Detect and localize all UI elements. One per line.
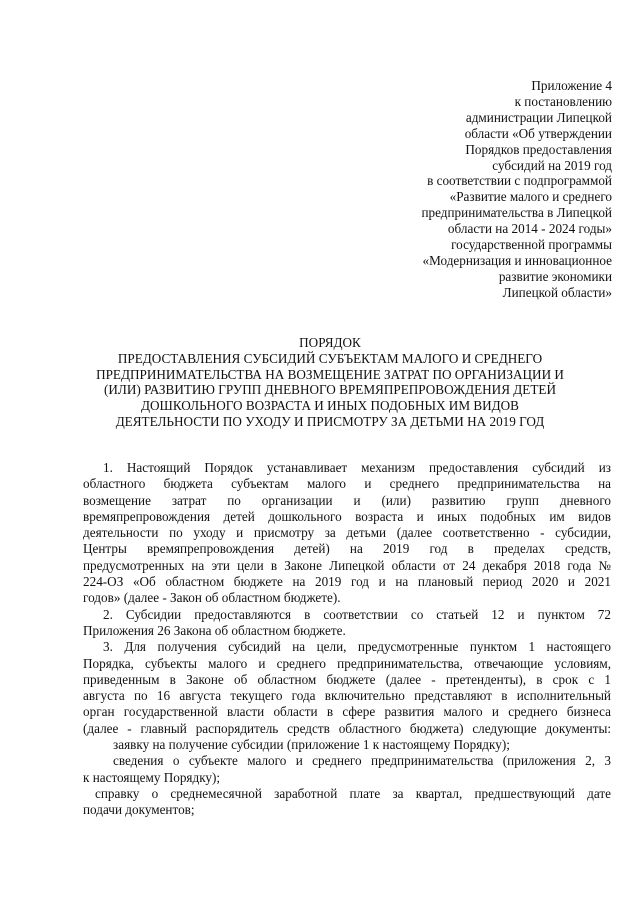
appendix-line: области на 2014 - 2024 годы» — [447, 221, 612, 237]
document-title — [60, 335, 600, 430]
appendix-line: администрации Липецкой — [465, 109, 612, 125]
title-line: ДЕЯТЕЛЬНОСТИ ПО УХОДУ И ПРИСМОТРУ ЗА ДЕТЬМИ НА 2019 ГОД — [115, 413, 545, 429]
title-line: ПРЕДПРИНИМАТЕЛЬСТВА НА ВОЗМЕЩЕНИЕ ЗАТРАТ ПО ОРГАНИЗАЦИИ И — [96, 366, 564, 382]
appendix-line: «Развитие малого и среднего — [449, 189, 612, 205]
appendix-line: государственной программы — [451, 237, 612, 253]
title-line: ПРЕДОСТАВЛЕНИЯ СУБСИДИЙ СУБЪЕКТАМ МАЛОГО И СРЕДНЕГО — [117, 350, 543, 366]
paragraph-3-line: орган государственной власти области в сфере развития малого и среднего бизнеса — [83, 704, 611, 720]
paragraph-3-line: 3. Для получения субсидий на цели, предусмотренные пунктом 1 настоящего — [103, 639, 611, 655]
appendix-line: «Модернизация и инновационное — [422, 252, 612, 268]
appendix-header — [362, 78, 612, 301]
paragraph-1-line: возмещение затрат по организации и (или) развитию групп дневного — [83, 492, 611, 508]
appendix-line: области «Об утверждении — [464, 125, 612, 141]
document-body — [83, 460, 611, 819]
appendix-line: развитие экономики — [498, 268, 612, 284]
paragraph-1-line: времяпрепровождения детей дошкольного возраста и иных подобных им видов — [83, 508, 611, 524]
document-list-item: справку о среднемесячной заработной плате за квартал, предшествующий дате — [95, 785, 611, 801]
document-list-item: сведения о субъекте малого и среднего предпринимательства (приложения 2, 3 — [113, 753, 611, 769]
title-line: (ИЛИ) РАЗВИТИЮ ГРУПП ДНЕВНОГО ВРЕМЯПРЕПРОВОЖДЕНИЯ ДЕТЕЙ — [104, 382, 556, 398]
document-list-item: заявку на получение субсидии (приложение 1 к настоящему Порядку); — [113, 737, 510, 753]
paragraph-1-line: годов» (далее - Закон об областном бюджете). — [83, 590, 341, 606]
title-line: ДОШКОЛЬНОГО ВОЗРАСТА И ИНЫХ ПОДОБНЫХ ИМ ВИДОВ — [141, 398, 519, 414]
paragraph-1-line: Центры времяпрепровождения детей) на 2019 год в пределах средств, — [83, 541, 611, 557]
paragraph-3-line: августа по 16 августа текущего года включительно представляют в исполнительный — [83, 688, 611, 704]
appendix-line: Порядков предоставления — [465, 141, 612, 157]
paragraph-3-line: (далее - главный распорядитель средств областного бюджета) следующие документы: — [83, 720, 611, 736]
paragraph-1-line: областного бюджета субъектам малого и среднего предпринимательства на — [83, 476, 611, 492]
appendix-line: предпринимательства в Липецкой — [421, 205, 612, 221]
appendix-line: Липецкой области» — [502, 284, 612, 300]
appendix-line: в соответствии с подпрограммой — [427, 173, 612, 189]
appendix-line: субсидий на 2019 год — [492, 157, 612, 173]
paragraph-3-line: приведенным в Законе об областном бюджете (далее - претенденты), в срок с 1 — [83, 671, 611, 687]
paragraph-2-line: 2. Субсидии предоставляются в соответствии со статьей 12 и пунктом 72 — [103, 606, 611, 622]
paragraph-1-line: деятельности по уходу и присмотру за детьми (далее соответственно - субсидии, — [83, 525, 611, 541]
paragraph-2-line: Приложения 26 Закона об областном бюджете. — [83, 622, 346, 638]
appendix-line: к постановлению — [514, 93, 612, 109]
document-list-item: к настоящему Порядку); — [83, 769, 221, 785]
appendix-line: Приложение 4 — [531, 78, 612, 93]
paragraph-1-line: предусмотренных на эти цели в Законе Липецкой области от 24 декабря 2018 года № — [83, 557, 611, 573]
document-list-item: подачи документов; — [83, 802, 195, 818]
paragraph-1-line: 1. Настоящий Порядок устанавливает механизм предоставления субсидий из — [103, 460, 611, 475]
title-line: ПОРЯДОК — [299, 335, 361, 350]
paragraph-3-line: Порядка, субъекты малого и среднего предпринимательства, отвечающие условиям, — [83, 655, 611, 671]
paragraph-1-line: 224-ОЗ «Об областном бюджете на 2019 год и на плановый период 2020 и 2021 — [83, 574, 611, 590]
